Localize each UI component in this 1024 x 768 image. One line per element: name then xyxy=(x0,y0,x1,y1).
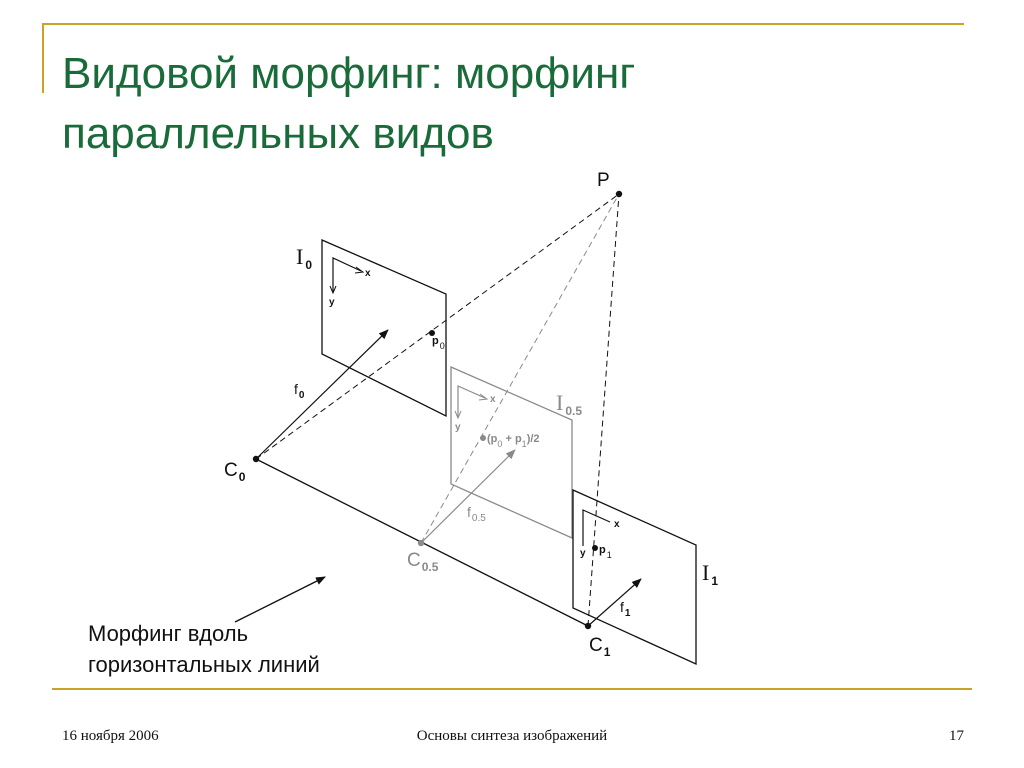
label-p0: $p_0$ xyxy=(432,335,445,351)
image-plane-i0 xyxy=(322,240,446,416)
focal-arrow-f05 xyxy=(421,450,515,543)
axis-x-label-i0: x xyxy=(365,268,371,279)
label-c0: $C_0$ xyxy=(224,460,246,484)
label-f1: $f_1$ xyxy=(620,599,631,619)
title-line-2: параллельных видов xyxy=(62,109,494,158)
footer-date: 16 ноября 2006 xyxy=(62,728,159,744)
focal-arrow-f1 xyxy=(588,579,641,626)
label-f05: $f_{0.5}$ xyxy=(467,504,486,524)
axes-i05 xyxy=(458,386,485,417)
label-p: P xyxy=(597,170,610,191)
axis-x-label-i05: x xyxy=(490,394,496,405)
point-midpoint xyxy=(480,435,486,441)
ray-c1-p xyxy=(588,194,619,626)
point-p1 xyxy=(592,545,598,551)
point-c05 xyxy=(418,540,424,546)
ray-c0-p xyxy=(256,194,619,459)
label-c05: $C_{0.5}$ xyxy=(407,550,439,574)
axis-x-label-i1: x xyxy=(614,519,620,530)
point-c0 xyxy=(253,456,259,462)
label-i05: I $_{0.5}$ xyxy=(556,390,583,418)
axes-i1 xyxy=(583,510,610,546)
caption-arrow xyxy=(235,577,325,622)
axis-y-label-i1: y xyxy=(580,548,586,559)
footer-divider xyxy=(52,688,972,690)
diagram-caption xyxy=(88,618,320,680)
label-midpoint: $(p_0 + p_1)/2$ xyxy=(487,433,540,449)
title-line-1: Видовой морфинг: морфинг xyxy=(62,49,636,98)
axis-y-label-i05: y xyxy=(455,422,461,433)
label-p1: $p_1$ xyxy=(599,544,612,560)
point-p xyxy=(616,191,622,197)
footer-course-title: Основы синтеза изображений xyxy=(416,728,608,744)
caption-line-2: горизонтальных линий xyxy=(88,652,320,677)
label-i1: I $_1$ xyxy=(702,560,719,588)
label-c1: $C_1$ xyxy=(589,635,611,659)
label-i0: I $_0$ xyxy=(296,244,313,272)
axes-i0 xyxy=(333,258,361,292)
label-f0: $f_0$ xyxy=(294,381,305,401)
axis-y-label-i0: y xyxy=(329,297,335,308)
caption-line-1: Морфинг вдоль xyxy=(88,621,249,646)
footer-page-number: 17 xyxy=(949,728,964,744)
point-c1 xyxy=(585,623,591,629)
